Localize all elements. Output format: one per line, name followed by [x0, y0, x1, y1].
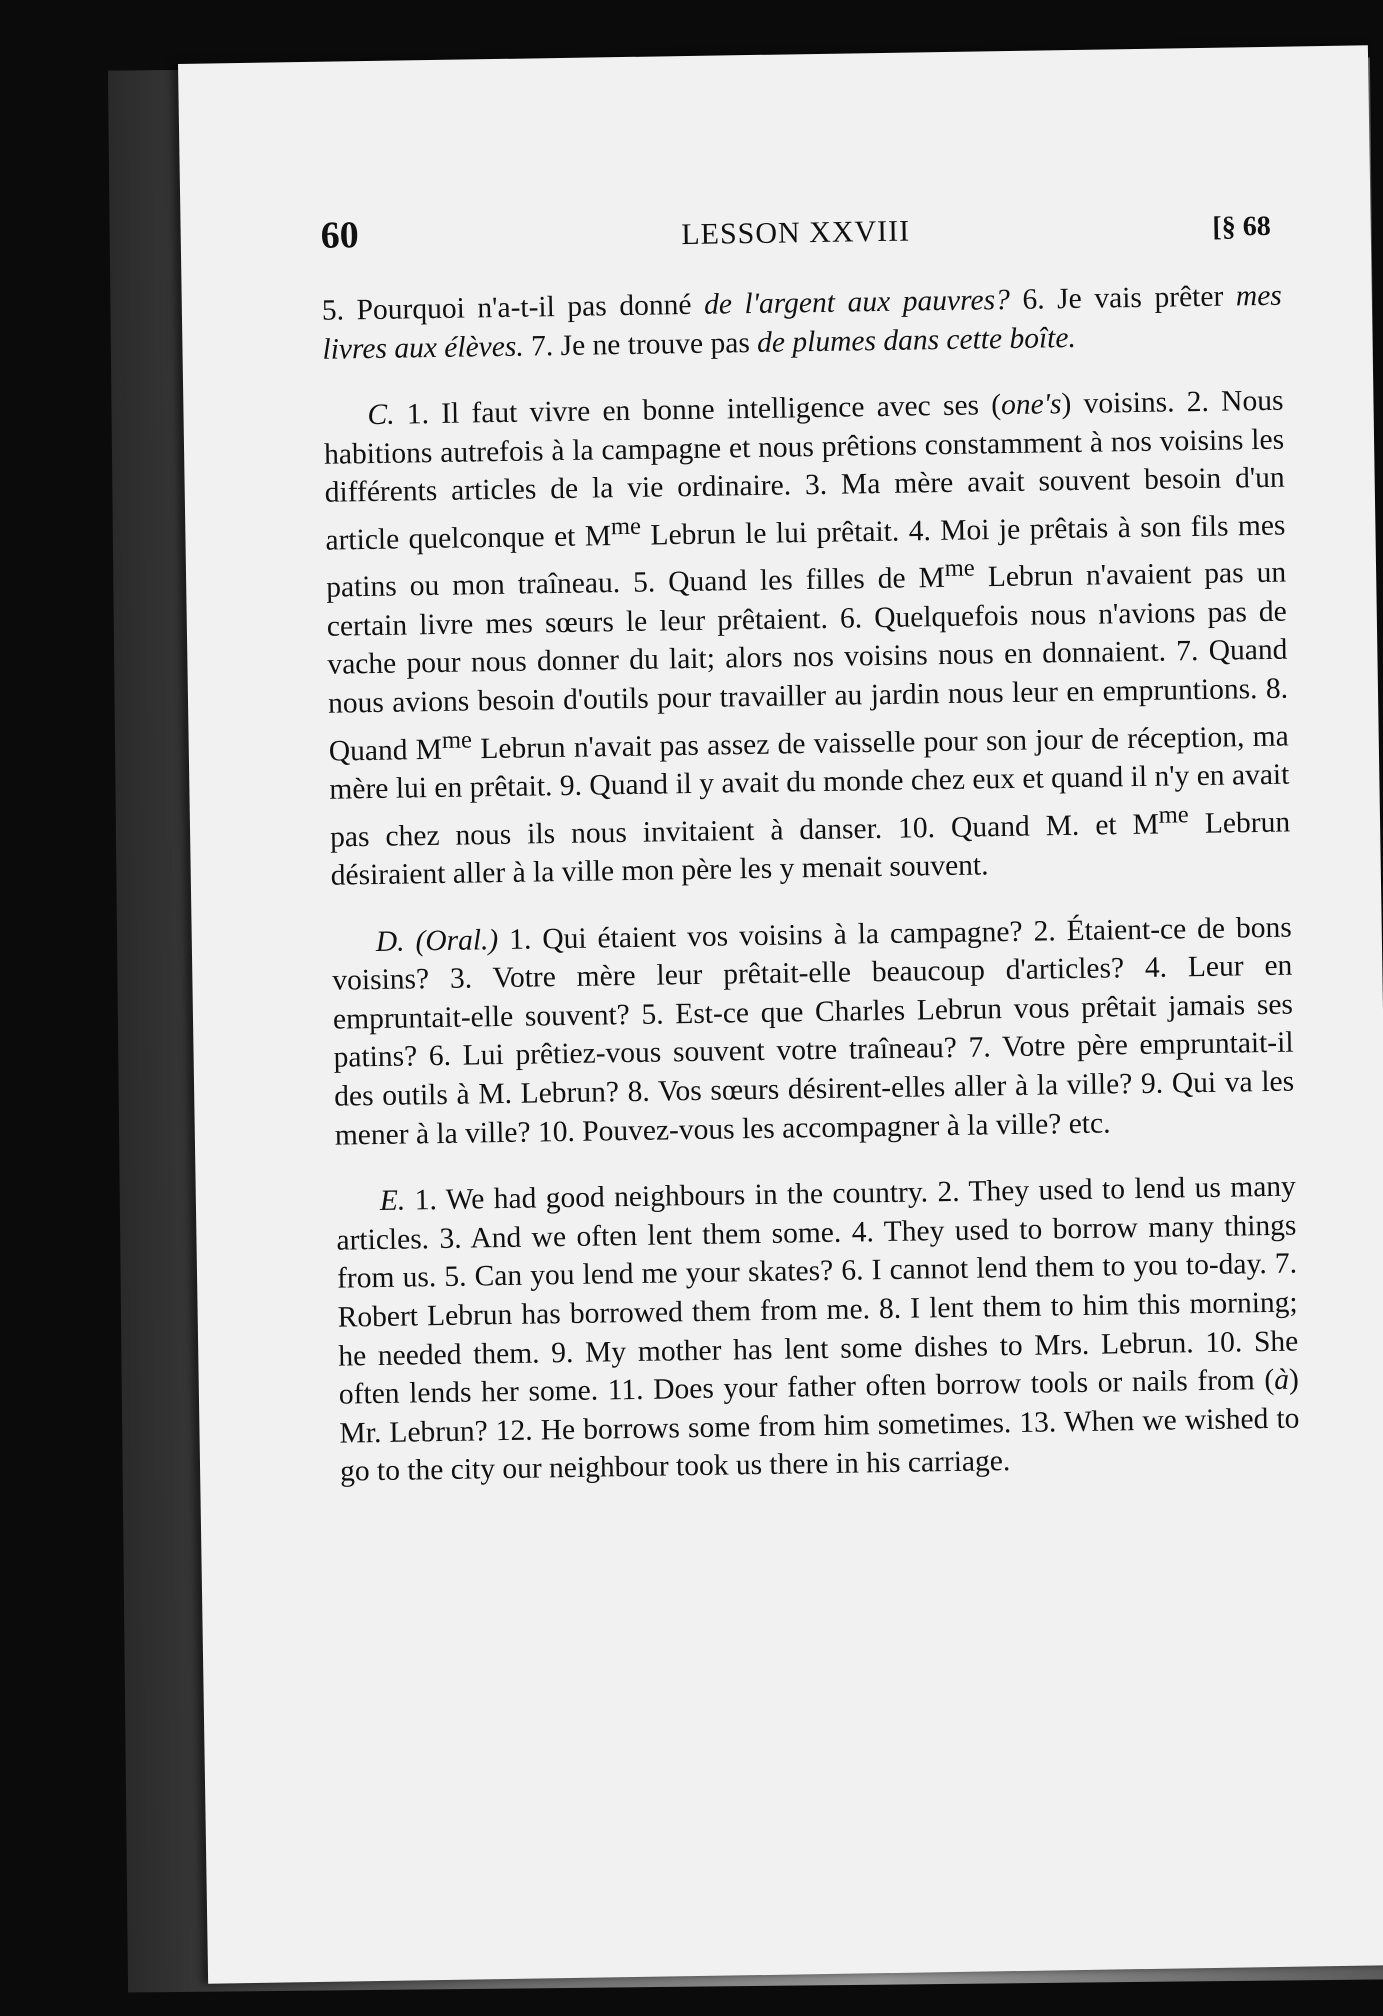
exercise-e: E. 1. We had good neighbours in the country. 2. They used to lend us many articles. 3. And we often lent them some. 4. They used to borrow many things from us. 5. Can you lend me your skates? 6. I cannot lend them to you to-day. 7. Robert Lebrun has borrowed them from me. 8. I lent them to him this morning; he needed them. 9. My mother has lent some dishes to Mrs. Lebrun. 10. She often lends her some. 11. Does your father often borrow tools or nails from (à) Mr. Lebrun? 12. He borrows some from him sometimes. 13. When we wished to go to the city our neighbour took us there in his carriage. [336, 1170, 1300, 1488]
exercise-label: D. [375, 925, 405, 958]
exercise-label: E. [379, 1184, 406, 1218]
lesson-body [322, 277, 1301, 1520]
exercise-c: C. 1. Il faut vivre en bonne intelligence avec ses (one's) voisins. 2. Nous habitions autrefois à la campagne et nous prêtions constamment à nos voisins les différents articles de la vie ordinaire. 3. Ma mère avait souvent besoin d'un article quelconque et $M^{me}$ Lebrun le lui prêtait. 4. Moi je prêtais à son fils mes patins ou mon traîneau. 5. Quand les filles de $M^{me}$ Lebrun n'avaient pas un certain livre mes sœurs le leur prêtaient. 6. Quelquefois nous n'avions pas de vache pour nous donner du lait; alors nos voisins nous en donnaient. 7. Quand nous avions besoin d'outils pour travailler au jardin nous leur en empruntions. 8. Quand $M^{me}$ Lebrun n'avait pas assez de vaisselle pour son jour de réception, ma mère lui en prêtait. 9. Quand il y avait du monde chez eux et quand il n'y en avait pas chez nous ils nous invitaient à danser. 10. Quand M. et $M^{me}$ Lebrun désiraient aller à la ville mon père les y menait souvent. [323, 384, 1291, 892]
lesson-title: LESSON XXVIII [681, 214, 911, 252]
page-header [320, 199, 1271, 274]
book-page [178, 45, 1383, 1983]
page-number: 60 [320, 214, 360, 257]
oral-label: (Oral.) [415, 923, 499, 958]
exercise-d: D. (Oral.) 1. Qui étaient vos voisins à la campagne? 2. Étaient-ce de bons voisins? 3. Votre mère leur prêtait-elle beaucoup d'articles? 4. Leur en empruntait-elle souvent? 5. Est-ce que Charles Lebrun vous prêtait jamais ses patins? 6. Lui prêtiez-vous souvent votre traîneau? 7. Votre père empruntait-il des outils à M. Lebrun? 8. Vos sœurs désirent-elles aller à la ville? 9. Qui va les mener à la ville? 10. Pouvez-vous les accompagner à la ville? etc. [332, 911, 1295, 1152]
section-reference: [§ 68 [1212, 210, 1271, 243]
exercise-b-tail: 5. Pourquoi n'a-t-il pas donné de l'argent aux pauvres? 6. Je vais prêter mes livres aux élèves. 7. Je ne trouve pas de plumes dans cette boîte. [321, 279, 1283, 366]
exercise-label: C. [367, 398, 395, 432]
